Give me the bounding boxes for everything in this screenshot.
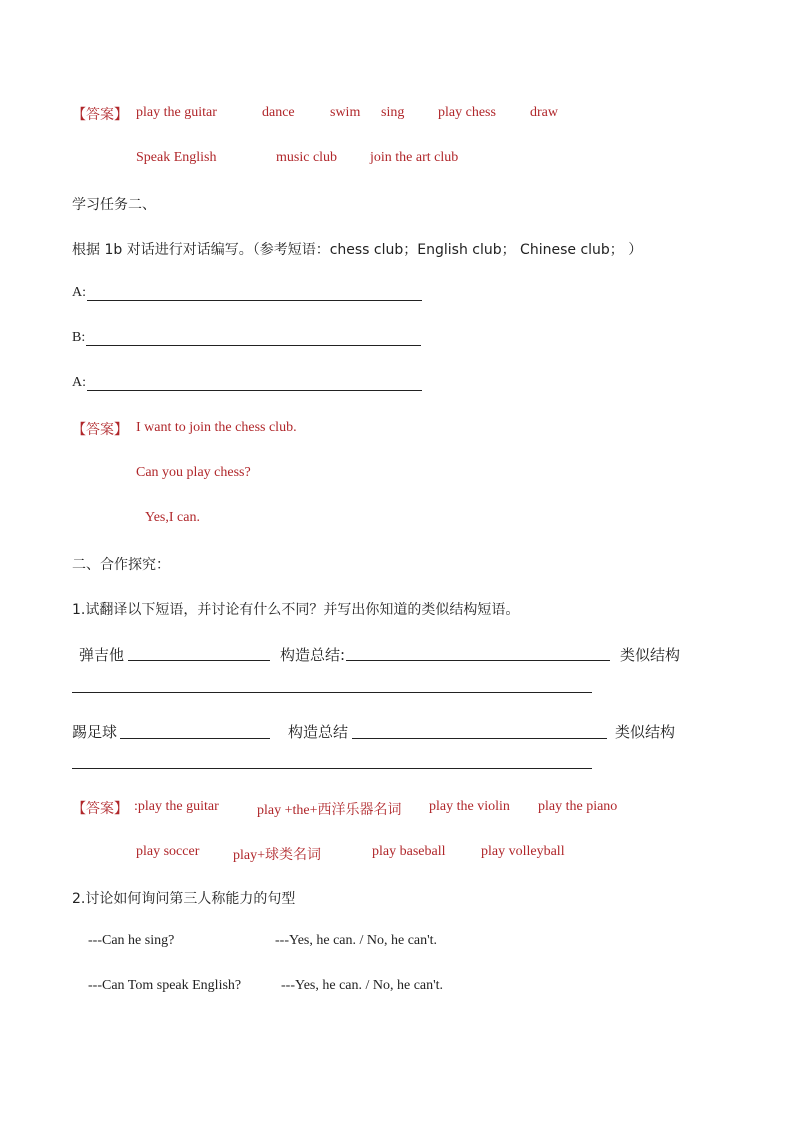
phrase-speak-english: Speak English: [136, 150, 217, 165]
section2-heading: 二、合作探究：: [72, 557, 170, 573]
answer-tag: 【答案】: [72, 801, 128, 817]
q1-prompt: 1.试翻译以下短语，并讨论有什么不同？并写出你知道的类似结构短语。: [72, 602, 520, 618]
phrase-music-club: music club: [276, 150, 338, 165]
answer-line-3: Yes,I can.: [145, 510, 200, 525]
answer-tag: 【答案】: [72, 422, 128, 438]
q1-similar-label-2: 类似结构: [615, 723, 676, 741]
phrase-swim: swim: [330, 105, 361, 120]
phrase-play-guitar: play the guitar: [136, 105, 217, 120]
phrase-play-volleyball: play volleyball: [481, 844, 565, 859]
phrase-play-baseball: play baseball: [372, 844, 446, 859]
q1-blank-guitar[interactable]: [128, 660, 270, 661]
phrase-play-violin: play the violin: [429, 799, 510, 814]
phrase-play-soccer: play soccer: [136, 844, 200, 859]
q1-blank-similar-1[interactable]: [72, 692, 592, 693]
task2-heading: 学习任务二、: [72, 197, 156, 213]
phrase-dance: dance: [262, 105, 295, 120]
phrase-play-the-guitar: :play the guitar: [134, 799, 219, 814]
q2-example-1-answer: ---Yes, he can. / No, he can't.: [275, 933, 438, 948]
phrase-join-art-club: join the art club: [370, 150, 459, 165]
dialog-speaker-b: B:: [72, 330, 86, 345]
phrase-play-piano: play the piano: [538, 799, 618, 814]
q1-blank-similar-2[interactable]: [72, 768, 592, 769]
q1-similar-label-1: 类似结构: [620, 646, 681, 664]
q2-example-2-question: ---Can Tom speak English?: [88, 978, 242, 993]
phrase-play-chess: play chess: [438, 105, 496, 120]
q1-item-guitar: 弹吉他: [79, 646, 125, 664]
q1-summary-label-2: 构造总结: [288, 723, 349, 741]
q1-summary-label-1: 构造总结:: [280, 646, 346, 664]
q1-item-soccer: 踢足球: [72, 723, 118, 741]
q1-blank-soccer[interactable]: [120, 738, 270, 739]
q2-example-1-question: ---Can he sing?: [88, 933, 175, 948]
rule-ball-games: play+球类名词: [233, 848, 321, 863]
dialog-blank-a1[interactable]: [87, 300, 422, 301]
answer-line-1: I want to join the chess club.: [136, 420, 297, 435]
dialog-speaker-a2: A:: [72, 375, 86, 390]
task2-instruction: 根据 1b 对话进行对话编写。（参考短语：chess club；English club； Chinese club； ）: [72, 242, 643, 258]
q1-blank-summary-1[interactable]: [346, 660, 610, 661]
dialog-blank-b[interactable]: [86, 345, 421, 346]
dialog-blank-a2[interactable]: [87, 390, 422, 391]
rule-instrument: play +the+西洋乐器名词: [257, 803, 402, 818]
q2-example-2-answer: ---Yes, he can. / No, he can't.: [281, 978, 444, 993]
q1-blank-summary-2[interactable]: [352, 738, 607, 739]
dialog-speaker-a1: A:: [72, 285, 86, 300]
q2-prompt: 2.讨论如何询问第三人称能力的句型: [72, 891, 296, 907]
phrase-draw: draw: [530, 105, 558, 120]
answer-tag: 【答案】: [72, 107, 128, 123]
phrase-sing: sing: [381, 105, 405, 120]
answer-line-2: Can you play chess?: [136, 465, 251, 480]
